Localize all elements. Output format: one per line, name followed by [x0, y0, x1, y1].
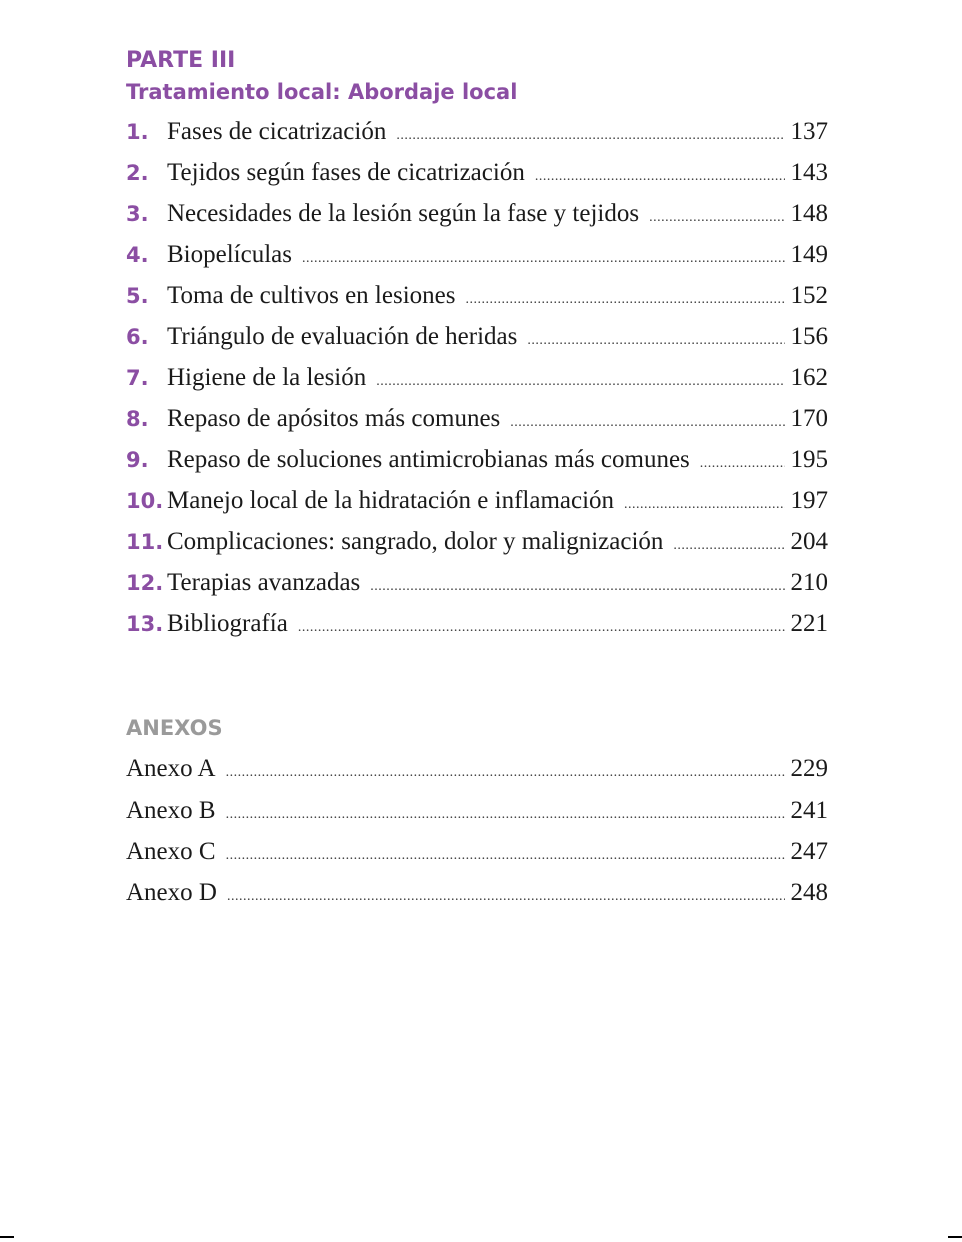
page-number: 162: [790, 364, 828, 391]
chapter-title: Necesidades de la lesión según la fase y tejidos: [167, 200, 640, 227]
toc-entry[interactable]: [126, 405, 828, 435]
dot-leader: [649, 210, 784, 226]
page-number: 148: [790, 200, 828, 227]
toc-entry[interactable]: [126, 323, 828, 353]
chapter-title: Toma de cultivos en lesiones: [167, 282, 456, 309]
chapter-number: 10.: [126, 489, 164, 513]
dot-leader: [376, 374, 784, 390]
chapter-number: 5.: [126, 284, 149, 308]
crop-mark-right: [948, 1236, 962, 1238]
chapter-number: 1.: [126, 120, 149, 144]
toc-entry[interactable]: [126, 200, 828, 230]
chapter-title: Bibliografía: [167, 610, 288, 637]
dot-leader: [700, 456, 785, 472]
toc-entry[interactable]: [126, 755, 828, 785]
toc-entry[interactable]: [126, 610, 828, 640]
chapter-number: 6.: [126, 325, 149, 349]
chapter-title: Manejo local de la hidratación e inflamación: [167, 487, 615, 514]
part-title: PARTE III: [126, 48, 236, 73]
page-number: 229: [790, 755, 828, 782]
chapter-title: Repaso de soluciones antimicrobianas más comunes: [167, 446, 690, 473]
page-number: 195: [790, 446, 828, 473]
toc-entry[interactable]: [126, 282, 828, 312]
page-number: 241: [790, 797, 828, 824]
toc-entry[interactable]: [126, 241, 828, 271]
toc-entry[interactable]: [126, 528, 828, 558]
chapter-number: 11.: [126, 530, 164, 554]
chapter-title: Repaso de apósitos más comunes: [167, 405, 501, 432]
part-subtitle: Tratamiento local: Abordaje local: [126, 80, 518, 104]
anexo-title: Anexo C: [126, 838, 216, 865]
chapter-title: Tejidos según fases de cicatrización: [167, 159, 525, 186]
dot-leader: [298, 620, 785, 636]
toc-entry[interactable]: [126, 838, 828, 868]
toc-entry[interactable]: [126, 569, 828, 599]
toc-entry[interactable]: [126, 118, 828, 148]
page-number: 170: [790, 405, 828, 432]
dot-leader: [535, 169, 785, 185]
anexo-title: Anexo A: [126, 755, 216, 782]
chapter-number: 13.: [126, 612, 164, 636]
toc-entry[interactable]: [126, 446, 828, 476]
page-number: 197: [790, 487, 828, 514]
chapter-title: Fases de cicatrización: [167, 118, 387, 145]
dot-leader: [226, 765, 785, 781]
page-number: 248: [790, 879, 828, 906]
chapter-title: Complicaciones: sangrado, dolor y malignización: [167, 528, 664, 555]
toc-entry[interactable]: [126, 879, 828, 909]
dot-leader: [624, 497, 784, 513]
toc-entry[interactable]: [126, 797, 828, 827]
dot-leader: [510, 415, 784, 431]
dot-leader: [226, 848, 785, 864]
page-number: 221: [790, 610, 828, 637]
dot-leader: [527, 333, 784, 349]
chapter-number: 4.: [126, 243, 149, 267]
page-number: 204: [790, 528, 828, 555]
page-number: 149: [790, 241, 828, 268]
toc-entry[interactable]: [126, 159, 828, 189]
dot-leader: [370, 579, 784, 595]
chapter-number: 2.: [126, 161, 149, 185]
dot-leader: [673, 538, 784, 554]
page-number: 152: [790, 282, 828, 309]
chapter-number: 12.: [126, 571, 164, 595]
dot-leader: [226, 807, 785, 823]
anexo-title: Anexo B: [126, 797, 216, 824]
toc-entry[interactable]: [126, 487, 828, 517]
dot-leader: [302, 251, 785, 267]
page-number: 156: [790, 323, 828, 350]
chapter-number: 8.: [126, 407, 149, 431]
anexos-title: ANEXOS: [126, 716, 223, 740]
chapter-number: 9.: [126, 448, 149, 472]
chapter-title: Higiene de la lesión: [167, 364, 367, 391]
anexo-title: Anexo D: [126, 879, 217, 906]
toc-entry[interactable]: [126, 364, 828, 394]
page-number: 210: [790, 569, 828, 596]
dot-leader: [465, 292, 784, 308]
crop-mark-left: [0, 1236, 14, 1238]
chapter-title: Terapias avanzadas: [167, 569, 361, 596]
page-number: 143: [790, 159, 828, 186]
page-number: 247: [790, 838, 828, 865]
dot-leader: [396, 128, 784, 144]
chapter-title: Biopelículas: [167, 241, 292, 268]
chapter-number: 3.: [126, 202, 149, 226]
dot-leader: [227, 889, 785, 905]
page-number: 137: [790, 118, 828, 145]
chapter-title: Triángulo de evaluación de heridas: [167, 323, 518, 350]
chapter-number: 7.: [126, 366, 149, 390]
